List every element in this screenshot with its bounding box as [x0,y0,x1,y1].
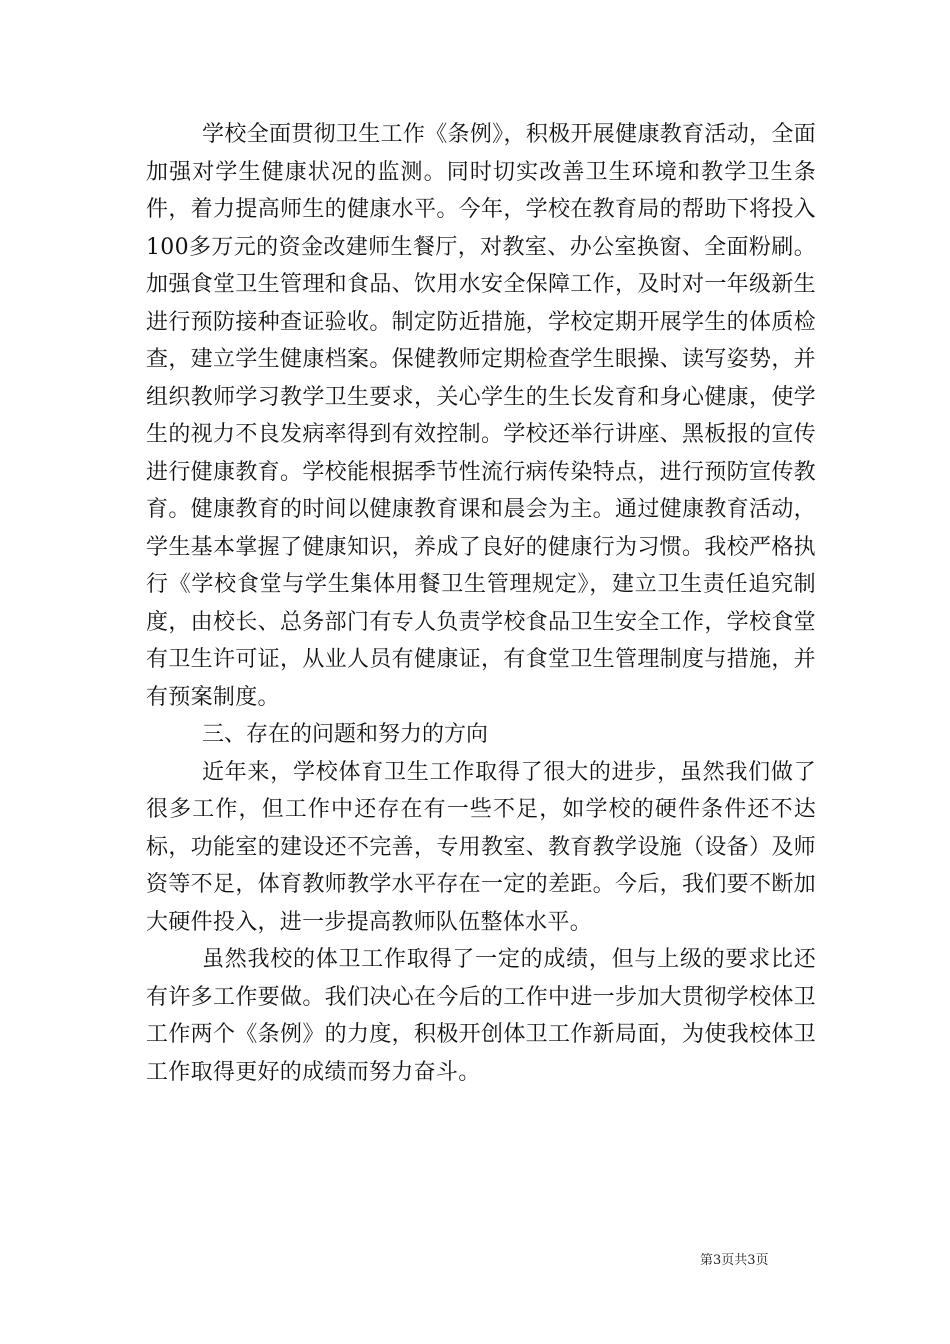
section-heading: 三、存在的问题和努力的方向 [202,722,489,747]
paragraph-problems: 近年来，学校体育卫生工作取得了很大的进步，虽然我们做了很多工作，但工作中还存在有一些不足，如学校的硬件条件还不达标，功能室的建设还不完善，专用教室、教育教学设施（设备）及师资等不足，体育教师教学水平存在一定的差距。今后，我们要不断加大硬件投入，进一步提高教师队伍整体水平。 [146,759,816,935]
page-number-footer: 第3页共3页 [700,1253,769,1268]
paragraph-conclusion: 虽然我校的体卫工作取得了一定的成绩，但与上级的要求比还有许多工作要做。我们决心在今后的工作中进一步加大贯彻学校体卫工作两个《条例》的力度，积极开创体卫工作新局面，为使我校体卫工作取得更好的成绩而努力奋斗。 [146,947,816,1085]
document-body [146,116,816,1091]
paragraph-health-work: 学校全面贯彻卫生工作《条例》，积极开展健康教育活动，全面加强对学生健康状况的监测。同时切实改善卫生环境和教学卫生条件，着力提高师生的健康水平。今年，学校在教育局的帮助下将投入100多万元的资金改建师生餐厅，对教室、办公室换窗、全面粉刷。加强食堂卫生管理和食品、饮用水安全保障工作，及时对一年级新生进行预防接种查证验收。制定防近措施，学校定期开展学生的体质检查，建立学生健康档案。保健教师定期检查学生眼操、读写姿势，并组织教师学习教学卫生要求，关心学生的生长发育和身心健康，使学生的视力不良发病率得到有效控制。学校还举行讲座、黑板报的宣传进行健康教育。学校能根据季节性流行病传染特点，进行预防宣传教育。健康教育的时间以健康教育课和晨会为主。通过健康教育活动，学生基本掌握了健康知识，养成了良好的健康行为习惯。我校严格执行《学校食堂与学生集体用餐卫生管理规定》，建立卫生责任追究制度，由校长、总务部门有专人负责学校食品卫生安全工作，学校食堂有卫生许可证，从业人员有健康证，有食堂卫生管理制度与措施，并有预案制度。 [146,122,816,710]
